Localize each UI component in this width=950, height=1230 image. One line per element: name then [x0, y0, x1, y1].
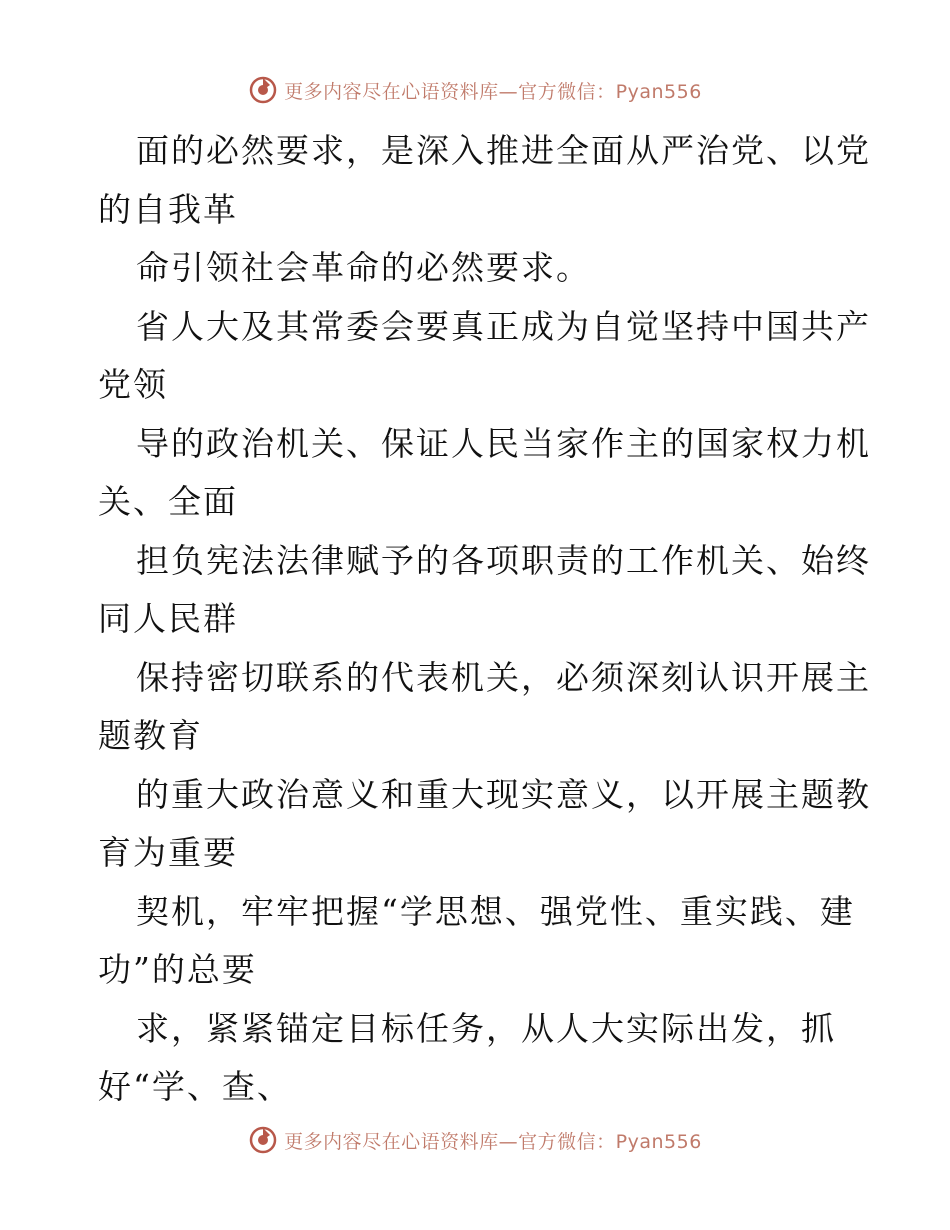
footer-banner: [0, 1120, 950, 1160]
text-line: 功”的总要: [98, 950, 257, 989]
text-line: 的自我革: [98, 189, 238, 229]
logo-icon: [248, 75, 278, 105]
document-body: [98, 122, 871, 1117]
text-line: 好“学、查、: [98, 1067, 292, 1106]
text-line: 题教育: [98, 716, 203, 755]
footer-banner-text: 更多内容尽在心语资料库—官方微信：Pyan556: [284, 1130, 702, 1153]
header-banner-text: 更多内容尽在心语资料库—官方微信：Pyan556: [284, 80, 702, 103]
text-line: 的重大政治意义和重大现实意义，以开展主题教: [136, 774, 871, 814]
text-line: 契机，牢牢把握“学思想、强党性、重实践、建: [136, 891, 855, 931]
text-line: 保持密切联系的代表机关，必须深刻认识开展主: [136, 657, 871, 697]
text-line: 党领: [98, 365, 168, 404]
text-line: 关、全面: [98, 482, 238, 521]
text-line: 求，紧紧锚定目标任务，从人大实际出发，抓: [136, 1008, 836, 1048]
text-line: 同人民群: [98, 599, 238, 638]
header-banner: [0, 70, 950, 110]
text-line: 育为重要: [98, 833, 238, 872]
text-line: 命引领社会革命的必然要求。: [136, 248, 591, 287]
text-line: 面的必然要求，是深入推进全面从严治党、以党: [136, 131, 871, 170]
logo-icon: [248, 1125, 278, 1155]
text-line: 省人大及其常委会要真正成为自觉坚持中国共产: [136, 306, 871, 346]
text-line: 导的政治机关、保证人民当家作主的国家权力机: [136, 423, 871, 463]
text-line: 担负宪法法律赋予的各项职责的工作机关、始终: [136, 540, 871, 580]
